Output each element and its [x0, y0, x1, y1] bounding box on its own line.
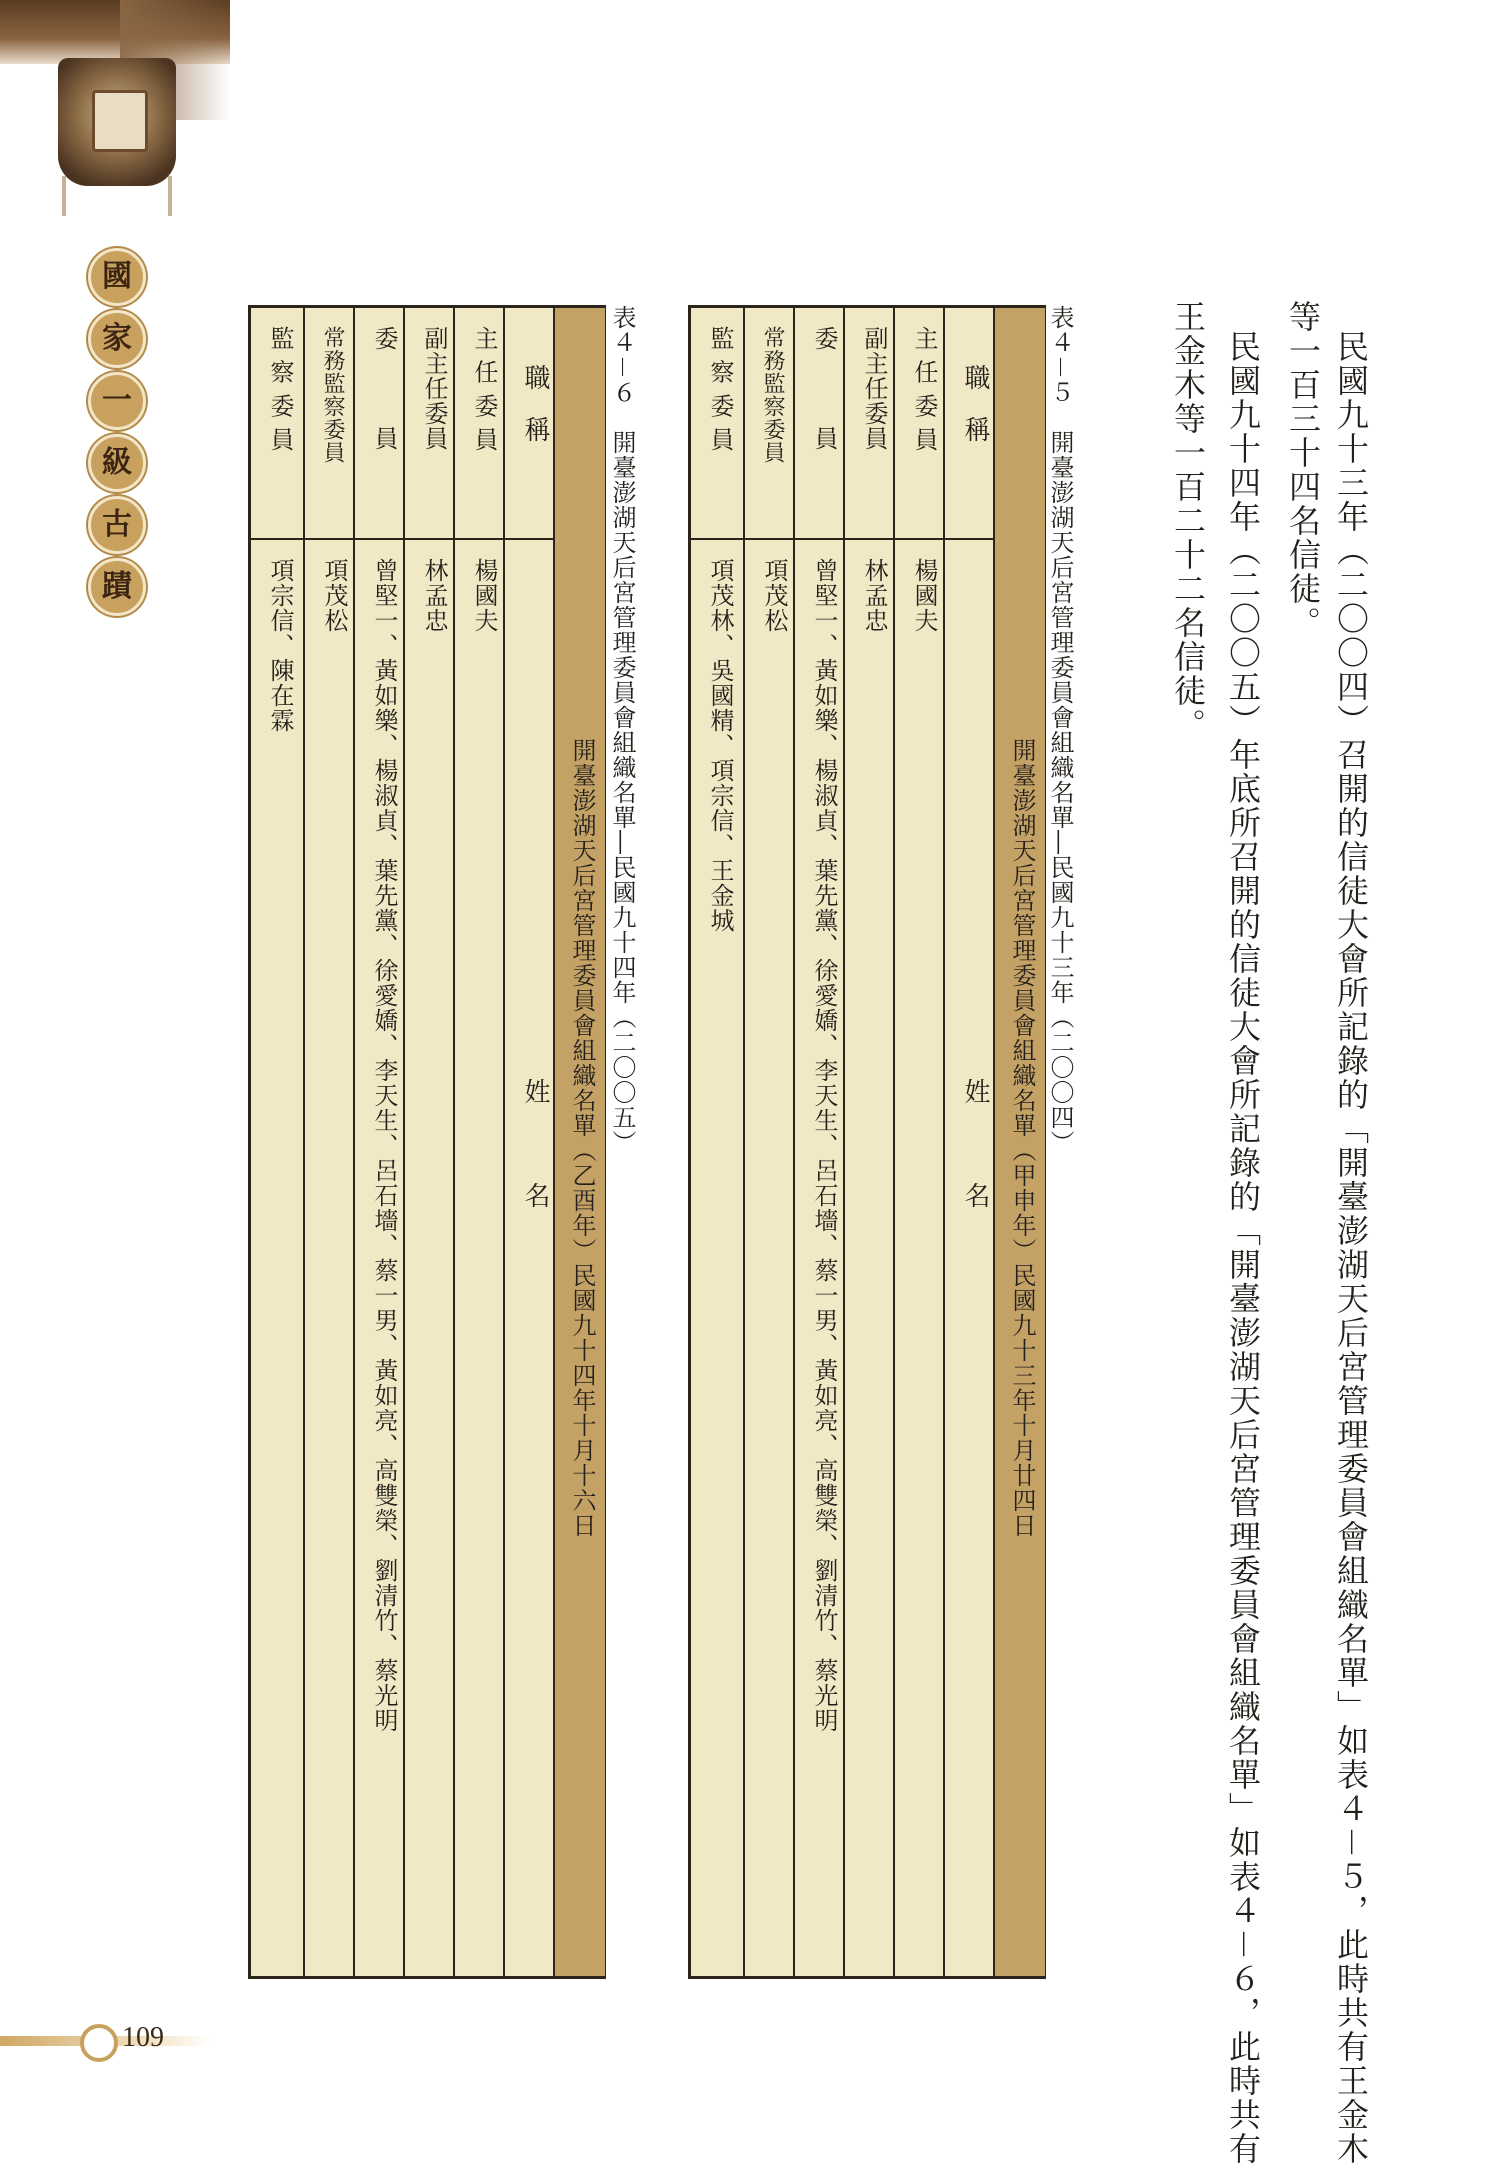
header-title: 職 稱 [520, 364, 550, 442]
header-name: 姓 名 [960, 1078, 990, 1208]
row-names: 曾堅一、黃如樂、楊淑貞、葉先黨、徐愛嬌、李天生、呂石墻、蔡一男、黃如亮、高雙榮、劉清竹、蔡光明 [810, 558, 838, 1733]
row-names: 曾堅一、黃如樂、楊淑貞、葉先黨、徐愛嬌、李天生、呂石墻、蔡一男、黃如亮、高雙榮、劉清竹、蔡光明 [370, 558, 398, 1733]
row-names: 楊國夫 [910, 558, 938, 633]
page-number: 109 [122, 2022, 164, 2053]
side-title-char: 級 [88, 434, 146, 492]
side-title-char: 一 [88, 372, 146, 430]
table-row [691, 308, 743, 1976]
side-title-char: 家 [88, 310, 146, 368]
row-title: 監 察 委 員 [266, 326, 294, 452]
row-title: 委 員 [810, 326, 838, 451]
table-row [453, 308, 505, 1976]
table-row [251, 308, 303, 1976]
table-header-row [503, 308, 555, 1976]
row-names: 項茂松 [320, 558, 348, 633]
row-title: 常務監察委員 [760, 326, 785, 464]
table-header-row [943, 308, 995, 1976]
row-title: 副主任委員 [860, 326, 888, 451]
row-title: 副主任委員 [420, 326, 448, 451]
table-caption: 表４－６ 開臺澎湖天后宮管理委員會組織名單―民國九十四年（二〇〇五） [608, 305, 636, 1155]
paragraph-line: 民國九十三年（二〇〇四）召開的信徒大會所記錄的「開臺澎湖天后宮管理委員會組織名單」如表４－５，此時共有王金木 [1332, 330, 1370, 2166]
header-title: 職 稱 [960, 364, 990, 442]
side-title [88, 248, 146, 620]
corner-lantern-image [0, 0, 230, 230]
row-title: 主 任 委 員 [910, 326, 938, 452]
row-names: 林孟忠 [860, 558, 888, 633]
paragraph-line: 王金木等一百二十二名信徒。 [1169, 300, 1207, 742]
side-title-char: 蹟 [88, 558, 146, 616]
table-row [893, 308, 945, 1976]
table-subtitle-column [993, 308, 1045, 1976]
paragraph-line: 民國九十四年（二〇〇五）年底所召開的信徒大會所記錄的「開臺澎湖天后宮管理委員會組織名單」如表４－６，此時共有 [1224, 330, 1262, 2166]
row-title: 委 員 [370, 326, 398, 451]
row-names: 項宗信、陳在霖 [266, 558, 294, 733]
table-4-6 [248, 305, 606, 1979]
table-row [303, 308, 355, 1976]
row-title: 主 任 委 員 [470, 326, 498, 452]
table-row [843, 308, 895, 1976]
row-names: 項茂松 [760, 558, 788, 633]
row-names: 項茂林、吳國精、項宗信、王金城 [706, 558, 734, 933]
table-subtitle: 開臺澎湖天后宮管理委員會組織名單（乙酉年）民國九十四年十月十六日 [568, 738, 596, 1538]
table-row [403, 308, 455, 1976]
table-4-5 [688, 305, 1046, 1979]
row-names: 林孟忠 [420, 558, 448, 633]
table-row [353, 308, 405, 1976]
table-row [743, 308, 795, 1976]
header-name: 姓 名 [520, 1078, 550, 1208]
table-subtitle: 開臺澎湖天后宮管理委員會組織名單（甲申年）民國九十三年十月廿四日 [1008, 738, 1036, 1538]
paragraph-line: 等一百三十四名信徒。 [1284, 300, 1322, 640]
page-folio [0, 2022, 220, 2058]
side-title-char: 國 [88, 248, 146, 306]
row-title: 常務監察委員 [320, 326, 345, 464]
side-title-char: 古 [88, 496, 146, 554]
row-names: 楊國夫 [470, 558, 498, 633]
table-subtitle-column [553, 308, 605, 1976]
table-caption: 表４－５ 開臺澎湖天后宮管理委員會組織名單―民國九十三年（二〇〇四） [1046, 305, 1074, 1155]
knot-ornament-icon [80, 2024, 118, 2062]
table-row [793, 308, 845, 1976]
row-title: 監 察 委 員 [706, 326, 734, 452]
